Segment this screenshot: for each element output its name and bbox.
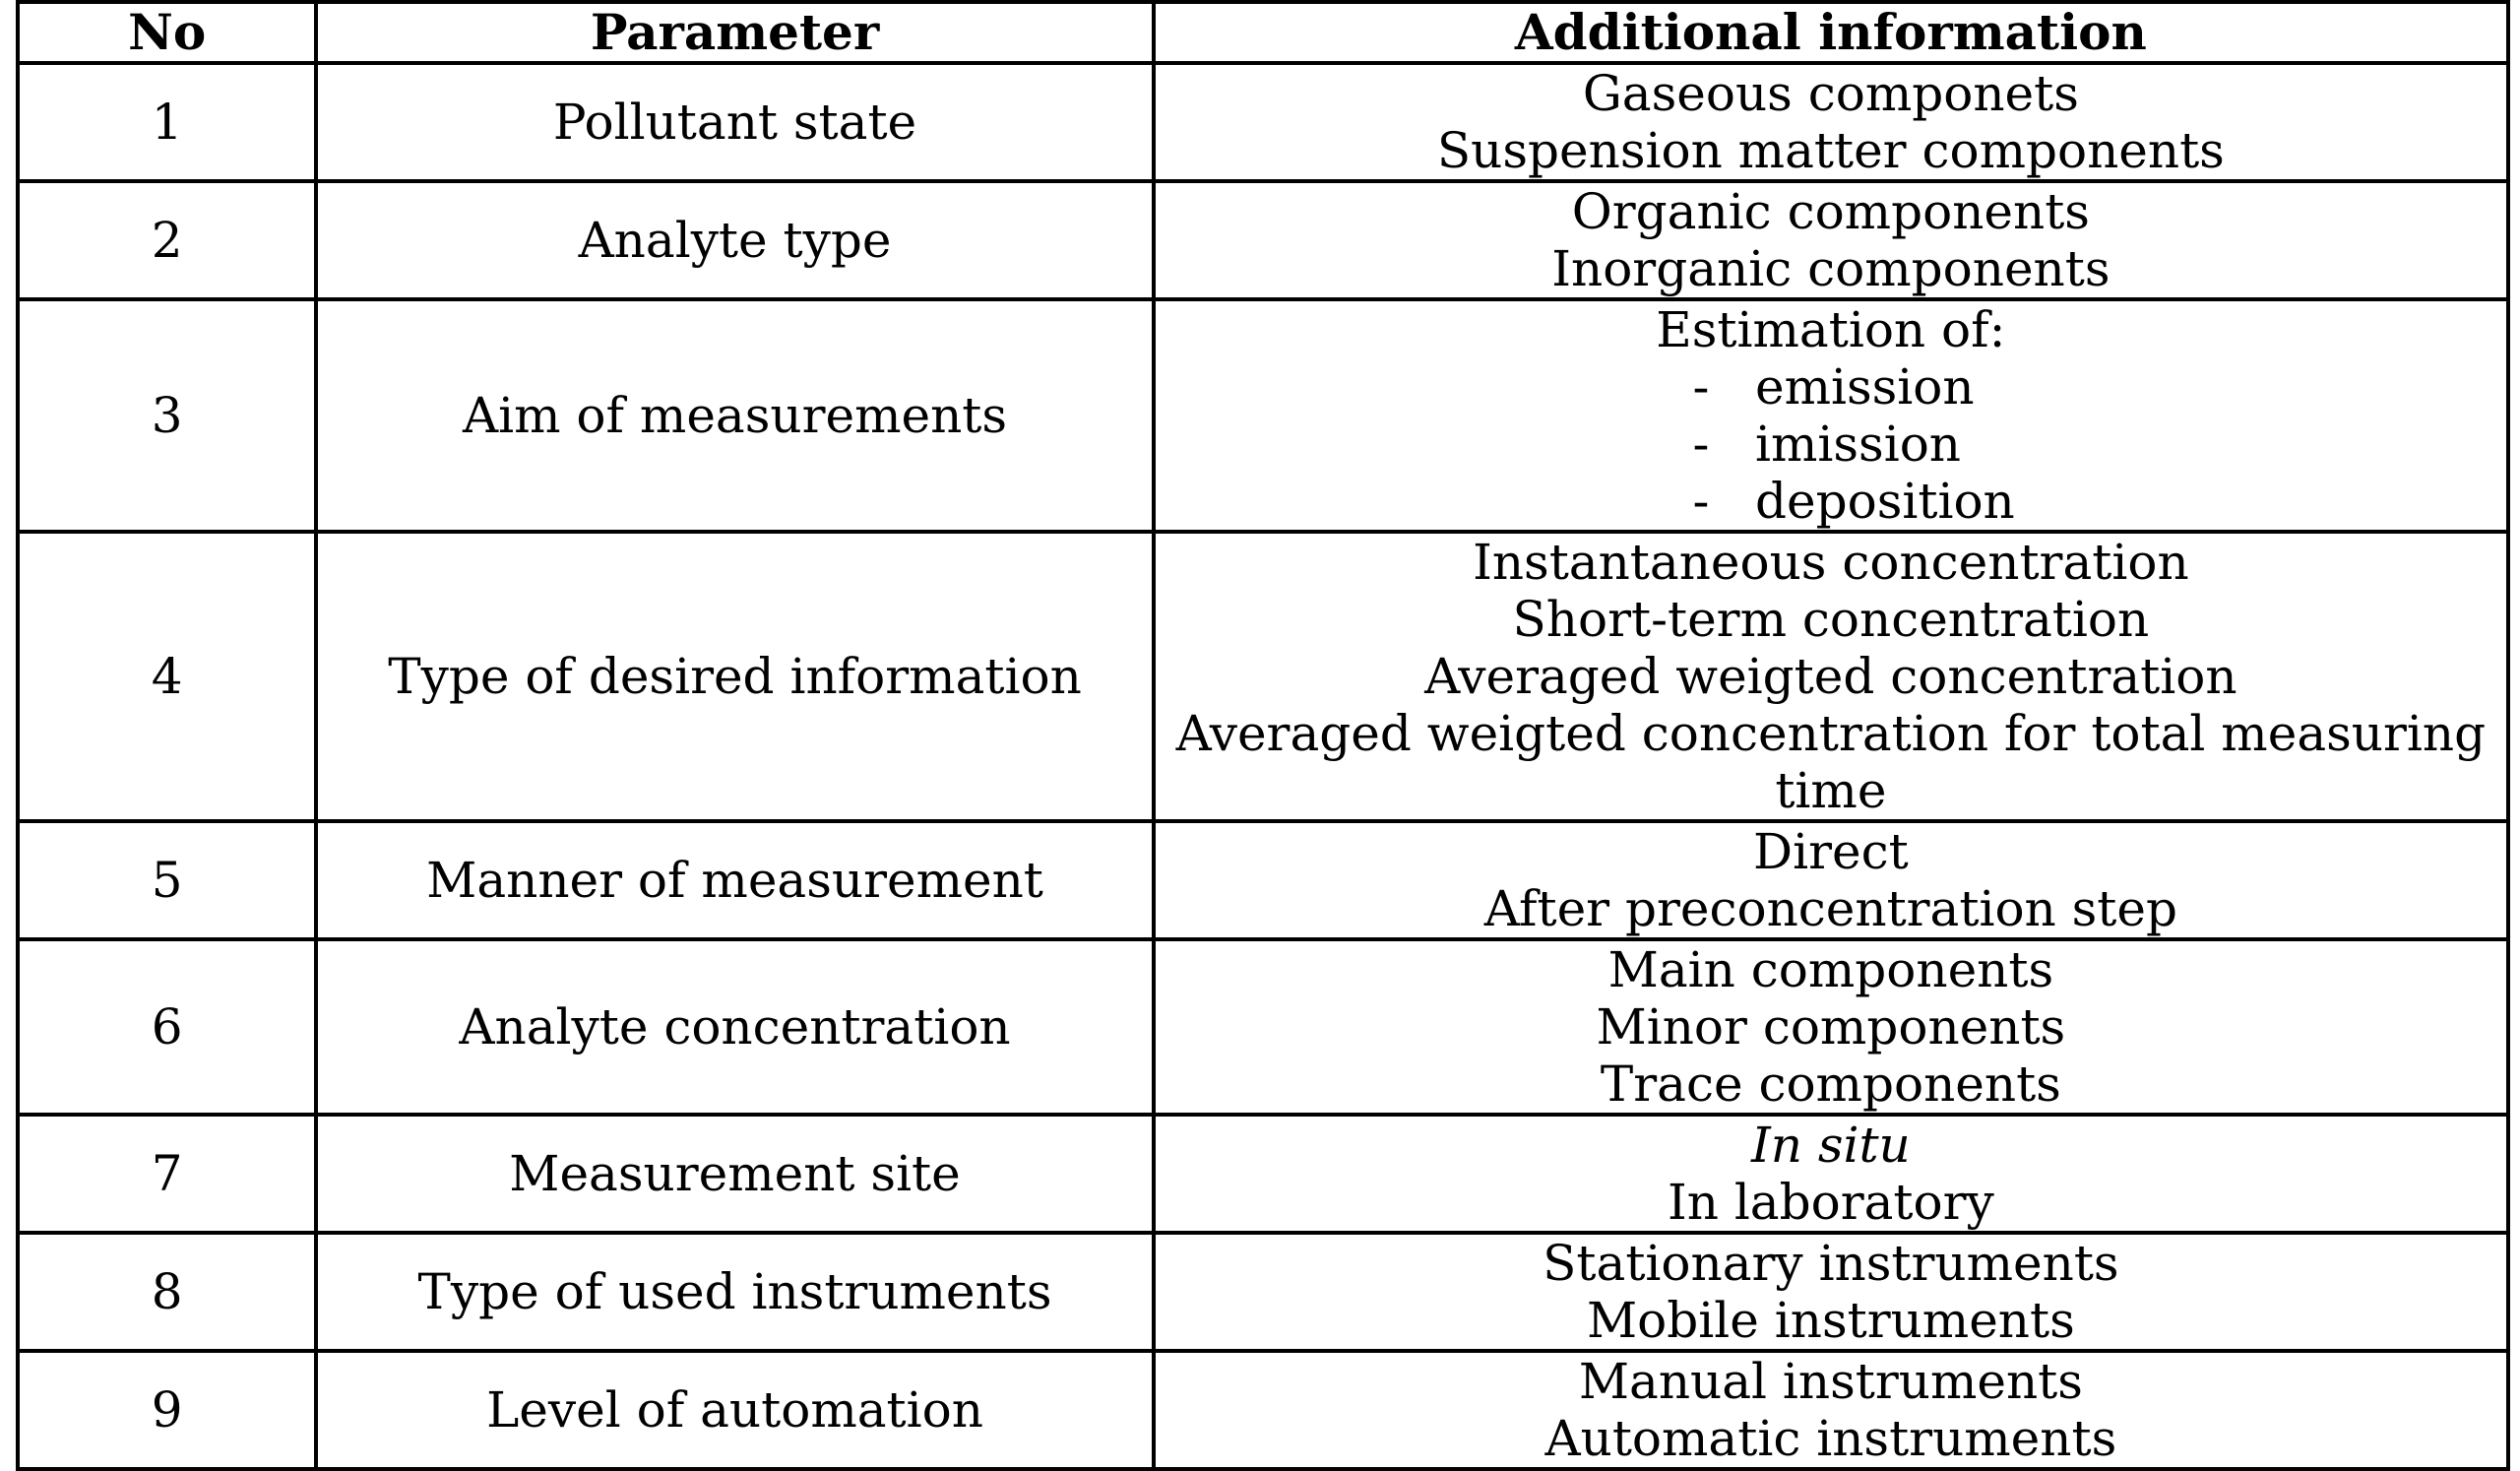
- header-additional-information: Additional information: [1154, 2, 2508, 63]
- info-line: Direct: [1753, 823, 1909, 880]
- list-item: [1647, 473, 2015, 530]
- info-line: After preconcentration step: [1483, 880, 2177, 937]
- info-line: In laboratory: [1667, 1174, 1994, 1231]
- cell-info: [1154, 1115, 2508, 1233]
- cell-info: [1154, 181, 2508, 299]
- cell-no: 1: [18, 63, 316, 181]
- parameters-table: [16, 0, 2510, 1471]
- cell-parameter: Aim of measurements: [316, 299, 1153, 532]
- header-row: [18, 2, 2508, 63]
- table-row: [18, 1233, 2508, 1351]
- cell-no: 4: [18, 532, 316, 821]
- table-row: [18, 1115, 2508, 1233]
- info-line: Stationary instruments: [1543, 1235, 2119, 1292]
- cell-parameter: Analyte concentration: [316, 939, 1153, 1115]
- cell-info: [1154, 532, 2508, 821]
- cell-parameter: Manner of measurement: [316, 821, 1153, 939]
- cell-no: 2: [18, 181, 316, 299]
- list-item: [1647, 358, 2015, 416]
- table-row: [18, 1351, 2508, 1469]
- table-row: [18, 939, 2508, 1115]
- info-line: Inorganic components: [1551, 240, 2110, 297]
- info-line: Trace components: [1600, 1055, 2061, 1113]
- cell-parameter: Analyte type: [316, 181, 1153, 299]
- info-line: Main components: [1607, 941, 2054, 998]
- cell-info: [1154, 821, 2508, 939]
- cell-info: [1154, 299, 2508, 532]
- list-item-text: emission: [1755, 358, 1975, 416]
- table-row: [18, 63, 2508, 181]
- info-line: Averaged weigted concentration: [1424, 648, 2237, 705]
- table-row: [18, 181, 2508, 299]
- cell-parameter: Type of used instruments: [316, 1233, 1153, 1351]
- cell-no: 5: [18, 821, 316, 939]
- list-item-text: imission: [1755, 416, 1962, 473]
- info-line: Minor components: [1596, 998, 2066, 1055]
- info-line: Averaged weigted concentration for total measuring time: [1175, 705, 2487, 819]
- info-line: Organic components: [1571, 183, 2090, 240]
- info-line: Mobile instruments: [1586, 1292, 2075, 1349]
- cell-info: [1154, 939, 2508, 1115]
- cell-info: [1154, 1351, 2508, 1469]
- info-line: Suspension matter components: [1436, 122, 2225, 179]
- table-row: [18, 299, 2508, 532]
- cell-parameter: Measurement site: [316, 1115, 1153, 1233]
- cell-parameter: Type of desired information: [316, 532, 1153, 821]
- cell-no: 8: [18, 1233, 316, 1351]
- info-line: Automatic instruments: [1544, 1410, 2117, 1467]
- cell-no: 6: [18, 939, 316, 1115]
- list-item: [1647, 416, 2015, 473]
- dash-marker: -: [1692, 358, 1710, 416]
- cell-parameter: Level of automation: [316, 1351, 1153, 1469]
- info-line: Instantaneous concentration: [1473, 534, 2189, 591]
- info-line: Short-term concentration: [1512, 591, 2150, 648]
- info-line: Manual instruments: [1578, 1353, 2083, 1410]
- table-row: [18, 532, 2508, 821]
- dash-list: [1647, 358, 2015, 530]
- header-parameter: Parameter: [316, 2, 1153, 63]
- info-line: Gaseous componets: [1582, 65, 2079, 122]
- list-item-text: deposition: [1755, 473, 2015, 530]
- cell-info: [1154, 63, 2508, 181]
- header-no: No: [18, 2, 316, 63]
- info-intro: Estimation of:: [1656, 301, 2006, 358]
- cell-parameter: Pollutant state: [316, 63, 1153, 181]
- dash-marker: -: [1692, 416, 1710, 473]
- cell-info: [1154, 1233, 2508, 1351]
- cell-no: 9: [18, 1351, 316, 1469]
- cell-no: 7: [18, 1115, 316, 1233]
- table-row: [18, 821, 2508, 939]
- info-line-italic: In situ: [1750, 1117, 1911, 1174]
- cell-no: 3: [18, 299, 316, 532]
- dash-marker: -: [1692, 473, 1710, 530]
